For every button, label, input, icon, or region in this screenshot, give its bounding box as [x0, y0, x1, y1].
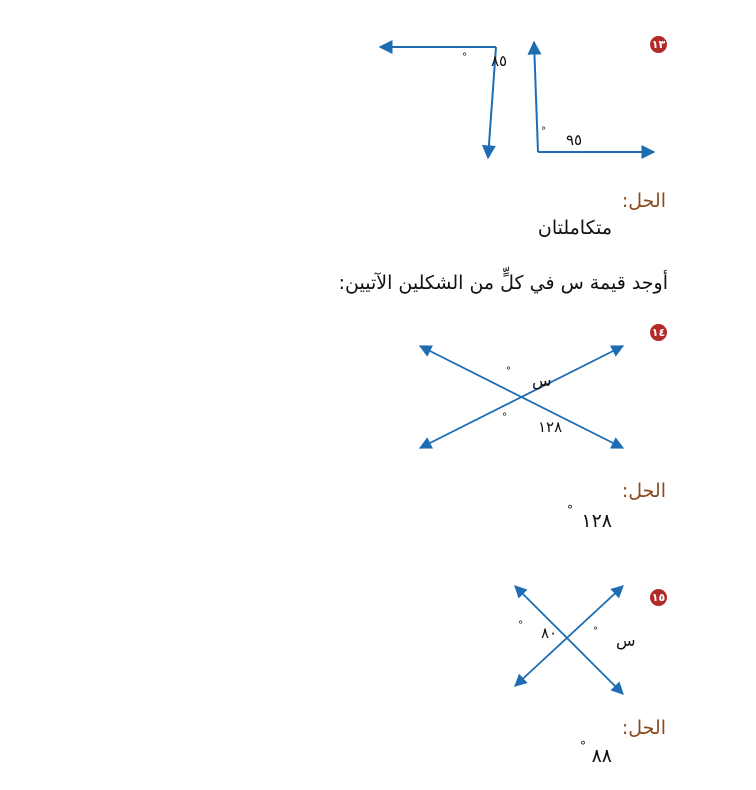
- x-label: س: [616, 631, 636, 650]
- degree-mark: °: [567, 503, 573, 517]
- degree-mark: °: [502, 412, 507, 423]
- degree-mark: °: [506, 366, 511, 377]
- angle-85-label: ٨٥: [491, 52, 508, 70]
- problem-13-solution-label: الحل:: [621, 190, 666, 212]
- problem-14-solution-label: الحل:: [621, 480, 666, 502]
- angle-95-label: ٩٥: [566, 131, 583, 149]
- problem-15-badge: ١٥: [651, 591, 666, 604]
- problem-15-solution-label: الحل:: [621, 717, 666, 739]
- problem-15-answer: ٨٨: [591, 745, 612, 767]
- problem-14-badge: ١٤: [651, 326, 666, 339]
- degree-mark: °: [593, 626, 598, 637]
- degree-mark: °: [580, 739, 586, 753]
- angle-80-label: ٨٠: [541, 624, 558, 642]
- angle-128-label: ١٢٨: [538, 418, 563, 436]
- problem-14-answer: ١٢٨: [581, 510, 612, 532]
- degree-mark: °: [518, 620, 523, 631]
- x-label: س: [532, 371, 552, 390]
- problem-13-badge: ١٣: [651, 38, 666, 51]
- problem-13-answer: متكاملتان: [537, 217, 612, 239]
- degree-mark: °: [462, 52, 467, 63]
- degree-mark: °: [541, 126, 546, 137]
- instruction-text: أوجد قيمة س في كلٍّ من الشكلين الآتيين:: [338, 272, 668, 294]
